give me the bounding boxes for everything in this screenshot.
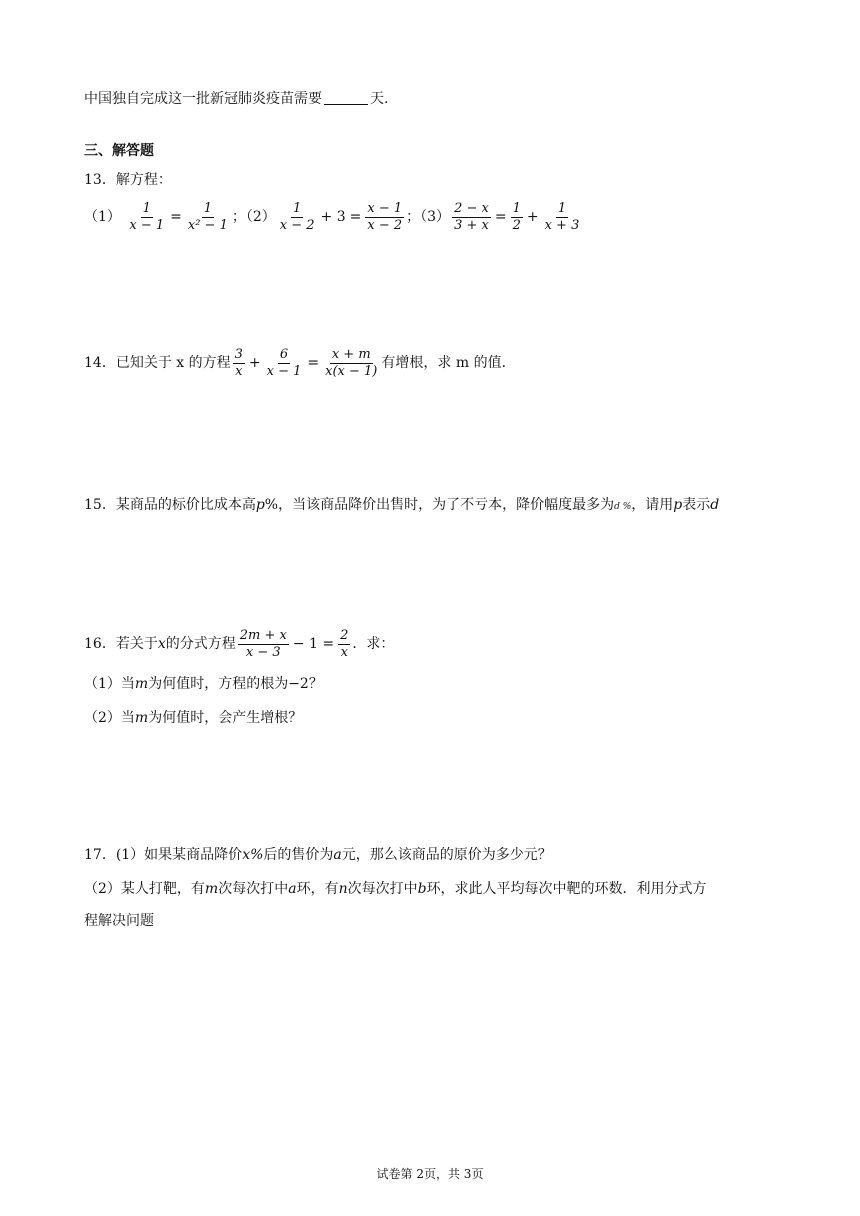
q16-part1: （1）当m为何值时，方程的根为−2？ [84, 676, 323, 692]
page-footer: 试卷第 2页，共 3页 [376, 1167, 484, 1181]
q13-p1-lhs: $\frac{1}{x - 1}$ [129, 200, 165, 233]
q15-d-pct: d % [614, 502, 632, 512]
q14-tail: 有增根，求 m 的值． [381, 355, 516, 371]
q13-p3-rhs2: $\frac{1}{x + 3}$ [544, 200, 580, 233]
section-heading: 三、解答题 [84, 143, 154, 159]
q13-equations: （1） $\frac{1}{x - 1}$ = $\frac{1}{\text{x² − 1}}$ ；（2） $\frac{1}{x - 2}$ + 3 = $\frac{x - 1}{x - 2}$ ；（3） $\frac{2 - x}{3 + x}$ = $\frac{1}{2}$ + $\frac{1}{x + 3}$ [84, 200, 580, 233]
q13-p3-rhs1: $\frac{1}{2}$ [512, 200, 521, 233]
q14-frac2: $\frac{6}{x - 1}$ [266, 346, 302, 379]
q13-p1-rhs: $\frac{1}{\text{x² − 1}}$ [187, 200, 228, 233]
q12-text-after: 天. [370, 91, 389, 107]
q16-frac: $\frac{2m + x}{x - 3}$ [239, 627, 287, 660]
q15-d-var: d [710, 497, 720, 513]
q14-lead: 14．已知关于 x 的方程 [84, 355, 231, 371]
q14-line: 14．已知关于 x 的方程 $\frac{3}{x}$ + $\frac{6}{x - 1}$ = $\frac{x + m}{x(x - 1)}$ 有增根，求 m 的值． [84, 346, 516, 379]
q13-p2-lhs: $\frac{1}{x - 2}$ [279, 200, 315, 233]
q16-root: −2 [288, 676, 309, 692]
q14-frac1: $\frac{3}{x}$ [234, 346, 243, 379]
q12-answer-blank[interactable] [324, 90, 368, 105]
q17-part1: 17．(1）如果某商品降价x%后的售价为a元，那么该商品的原价为多少元？ [84, 847, 552, 863]
q12-text-before: 中国独自完成这一批新冠肺炎疫苗需要 [84, 91, 322, 107]
q12-line [84, 89, 388, 109]
q15-p-var: p [255, 497, 265, 513]
q13-p3-label: （3） [420, 209, 451, 225]
q13-stem: 13．解方程： [84, 172, 172, 188]
q15-line: 15．某商品的标价比成本高p%，当该商品降价出售时，为了不亏本，降价幅度最多为d %，请用p表示d [84, 497, 720, 513]
q13-p2-label: （2） [245, 209, 276, 225]
q17-part2: （2）某人打靶，有m次每次打中a环，有n次每次打中b环，求此人平均每次中靶的环数．利用分式方 [84, 881, 707, 897]
q16-line: 16．若关于x的分式方程 $\frac{2m + x}{x - 3}$ − 1 = $\frac{2}{x}$ ．求： [84, 627, 395, 660]
q14-rhs: $\frac{x + m}{x(x - 1)}$ [325, 346, 378, 379]
q13-p1-label: （1） [84, 209, 121, 225]
q16-rhs: $\frac{2}{x}$ [340, 627, 349, 660]
q17-part2-cont: 程解决问题 [84, 913, 154, 929]
q13-p2-rhs: $\frac{x - 1}{x - 2}$ [367, 200, 403, 233]
q13-p3-lhs: $\frac{2 - x}{3 + x}$ [454, 200, 489, 233]
q16-part2: （2）当m为何值时，会产生增根？ [84, 710, 303, 726]
